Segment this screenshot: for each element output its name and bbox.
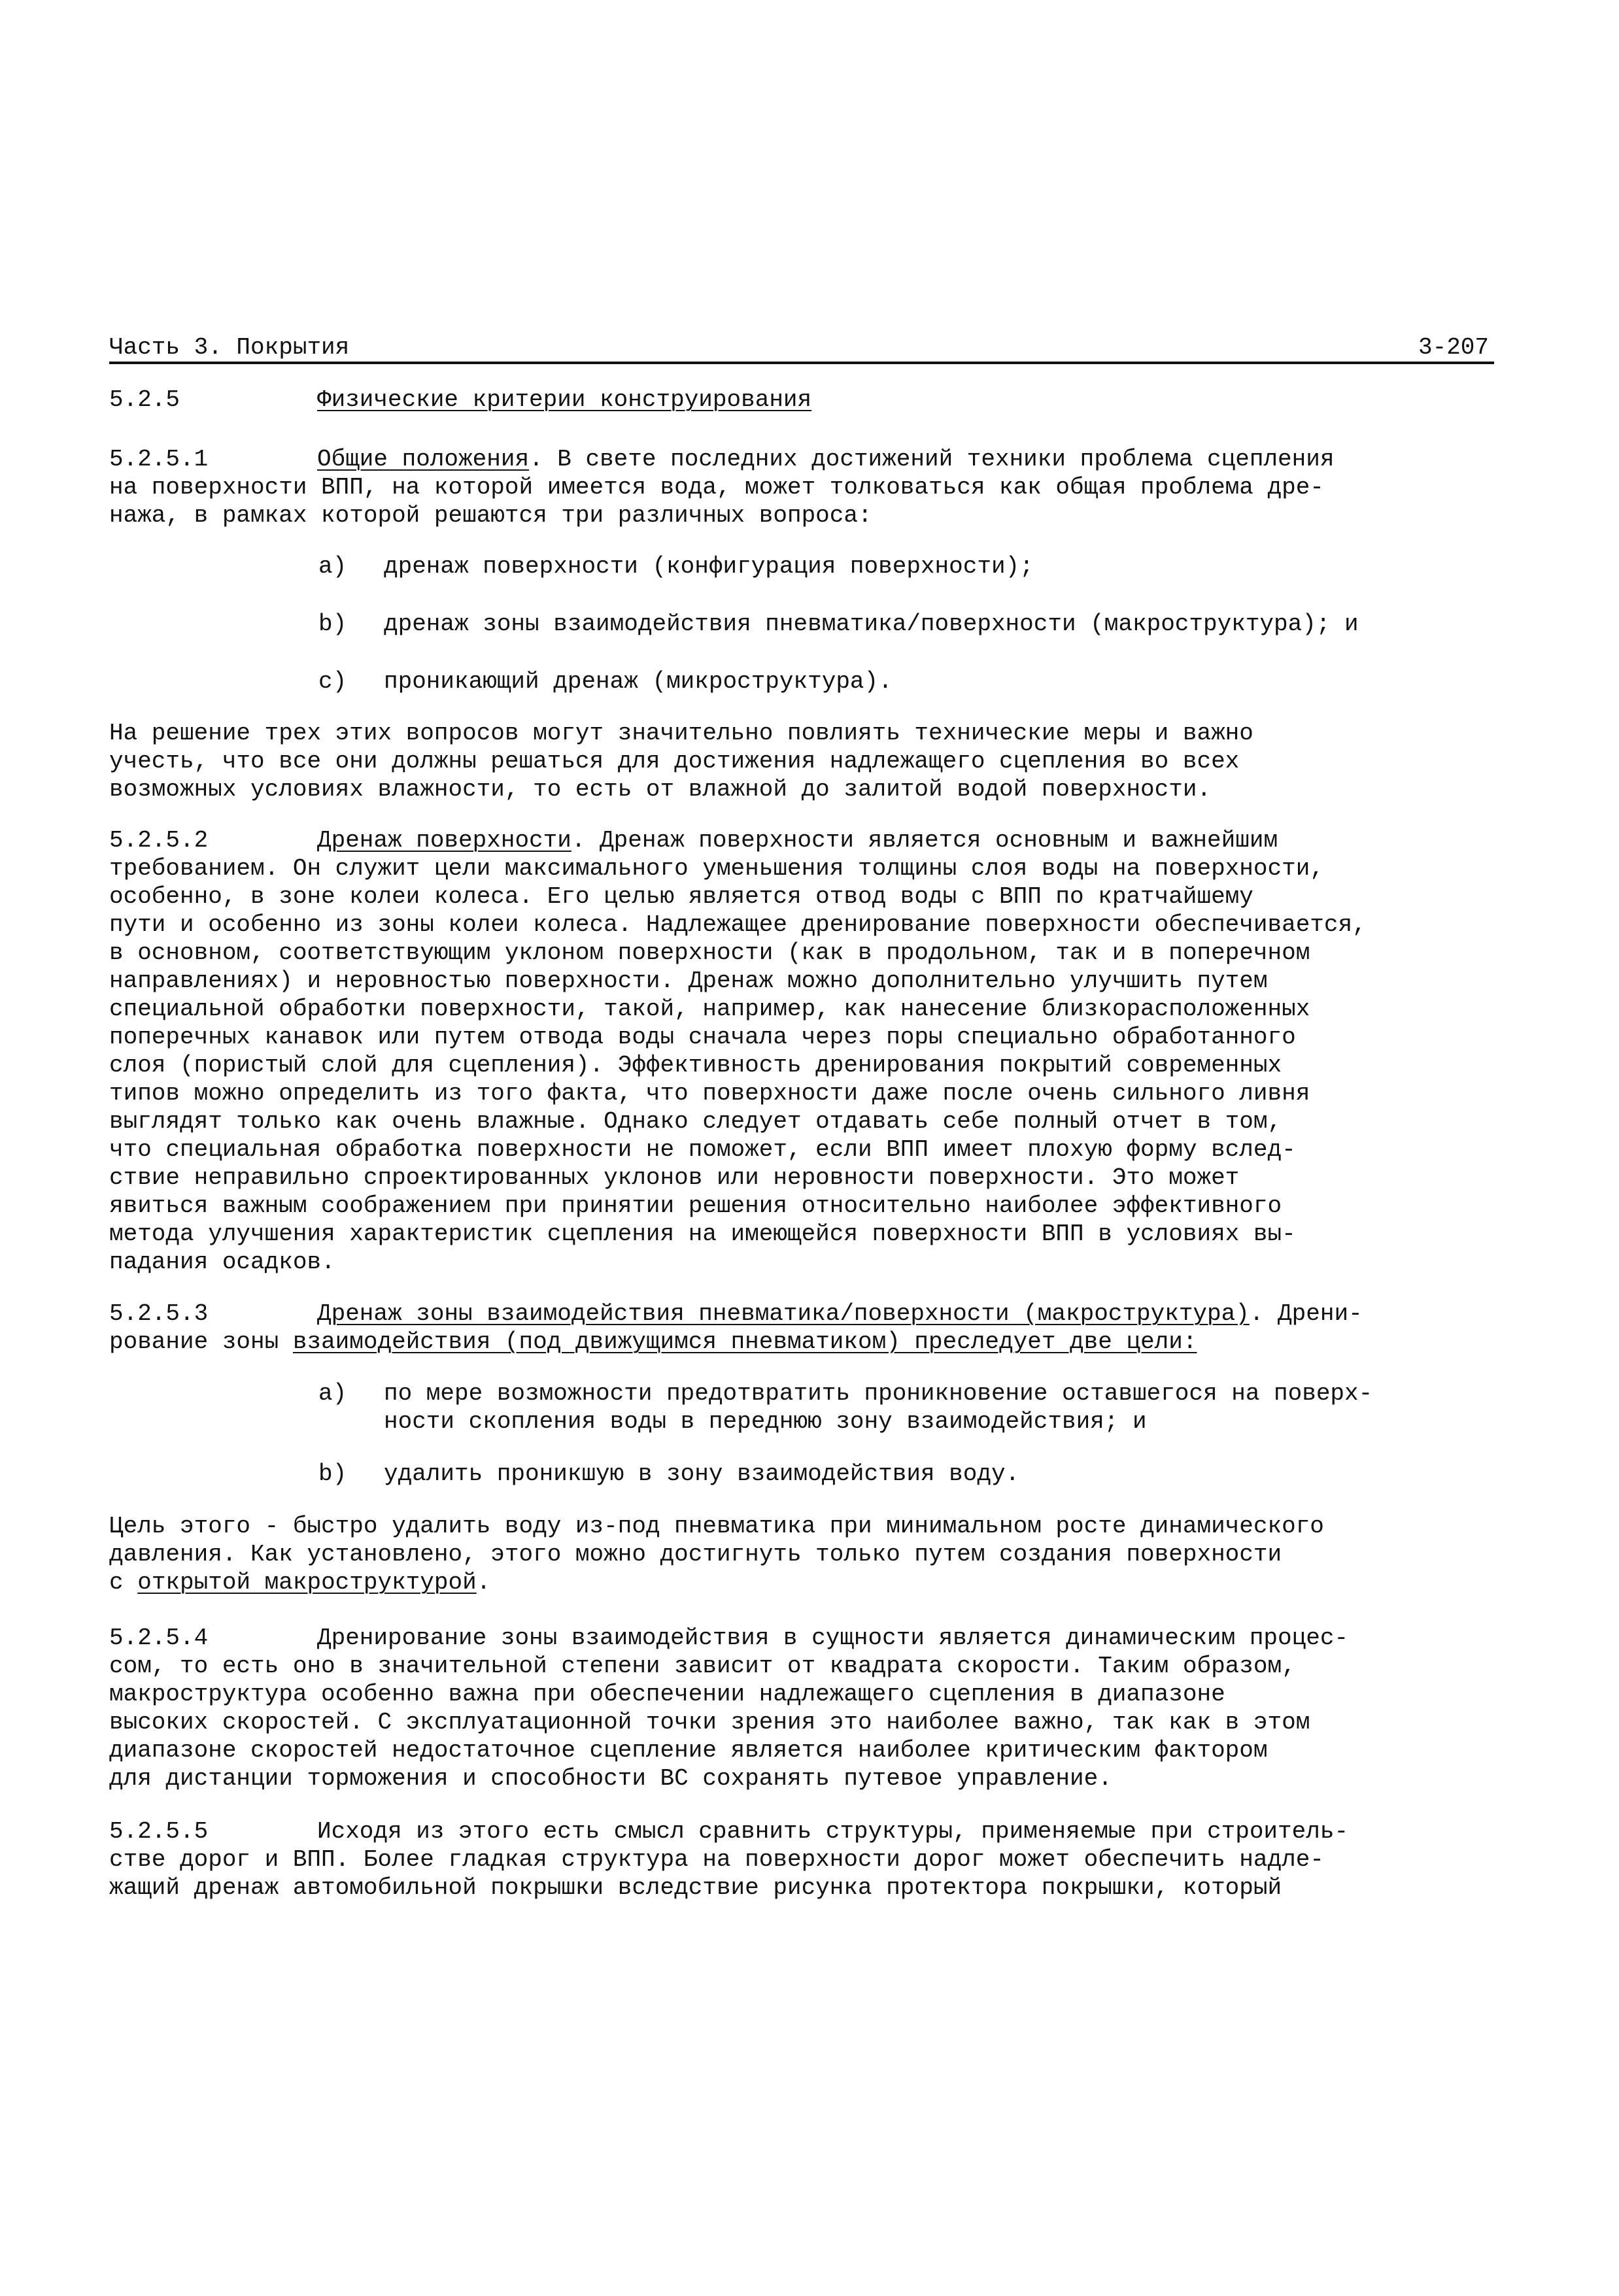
- paragraph-line: на поверхности ВПП, на которой имеется вода, может толковаться как общая проблема дре-: [109, 474, 1324, 501]
- paragraph-5-2-5-4-line-1: 5.2.5.4 Дренирование зоны взаимодействия в сущности является динамическим процес-: [109, 1625, 1349, 1651]
- list-item-continuation: ности скопления воды в переднюю зону взаимодействия; и: [384, 1408, 1147, 1435]
- paragraph-line: сом, то есть оно в значительной степени зависит от квадрата скорости. Таким образом,: [109, 1653, 1296, 1680]
- paragraph-line: учесть, что все они должны решаться для достижения надлежащего сцепления во всех: [109, 748, 1240, 775]
- paragraph-line: требованием. Он служит цели максимального уменьшения толщины слоя воды на поверхности,: [109, 855, 1324, 882]
- paragraph-number: 5.2.5.5: [109, 1818, 209, 1845]
- paragraph-line: типов можно определить из того факта, что поверхности даже после очень сильного ливня: [109, 1080, 1310, 1107]
- list-marker: b): [318, 1460, 347, 1487]
- header-page-number: 3-207: [1418, 334, 1490, 361]
- list-item-b: b) дренаж зоны взаимодействия пневматика/поверхности (макроструктура); и: [318, 611, 1359, 637]
- list-marker: a): [318, 553, 347, 580]
- paragraph-line: нажа, в рамках которой решаются три различных вопроса:: [109, 502, 872, 529]
- paragraph-line: особенно, в зоне колеи колеса. Его целью является отвод воды с ВПП по кратчайшему: [109, 883, 1253, 910]
- paragraph-line: Цель этого - быстро удалить воду из-под пневматика при минимальном росте динамического: [109, 1513, 1324, 1540]
- paragraph-line: жащий дренаж автомобильной покрышки вследствие рисунка протектора покрышки, который: [109, 1874, 1282, 1901]
- list-marker: b): [318, 611, 347, 637]
- paragraph-line: На решение трех этих вопросов могут значительно повлиять технические меры и важно: [109, 720, 1253, 747]
- list-item-c: c) проникающий дренаж (микроструктура).: [318, 668, 893, 695]
- header-part-title: Часть 3. Покрытия: [109, 334, 350, 361]
- section-title: Физические критерии конструирования: [317, 386, 812, 413]
- paragraph-line: поперечных канавок или путем отвода воды сначала через поры специально обработанного: [109, 1024, 1296, 1051]
- list-item-b: b) удалить проникшую в зону взаимодействия воду.: [318, 1460, 1020, 1487]
- paragraph-line: метода улучшения характеристик сцепления на имеющейся поверхности ВПП в условиях вы-: [109, 1221, 1296, 1247]
- list-marker: a): [318, 1380, 347, 1407]
- paragraph-number: 5.2.5.1: [109, 446, 209, 473]
- paragraph-line: с открытой макроструктурой.: [109, 1569, 491, 1596]
- paragraph-line: возможных условиях влажности, то есть от влажной до залитой водой поверхности.: [109, 776, 1212, 803]
- paragraph-line: стве дорог и ВПП. Более гладкая структура на поверхности дорог может обеспечить надле-: [109, 1846, 1324, 1873]
- list-item-a: a) по мере возможности предотвратить проникновение оставшегося на поверх-: [318, 1380, 1373, 1407]
- paragraph-line: ствие неправильно спроектированных уклонов или неровности поверхности. Это может: [109, 1164, 1240, 1191]
- paragraph-line: для дистанции торможения и способности ВС сохранять путевое управление.: [109, 1765, 1112, 1792]
- paragraph-line: что специальная обработка поверхности не поможет, если ВПП имеет плохую форму вслед-: [109, 1136, 1296, 1163]
- paragraph-heading: Дренаж зоны взаимодействия пневматика/поверхности (макроструктура): [317, 1300, 1250, 1327]
- paragraph-line: направлениях) и неровностью поверхности. Дренаж можно дополнительно улучшить путем: [109, 968, 1268, 994]
- paragraph-5-2-5-5-line-1: 5.2.5.5 Исходя из этого есть смысл сравнить структуры, применяемые при строитель-: [109, 1818, 1349, 1845]
- section-heading: [109, 386, 1548, 414]
- paragraph-line: явиться важным соображением при принятии решения относительно наиболее эффективного: [109, 1192, 1282, 1219]
- paragraph-number: 5.2.5.2: [109, 827, 209, 854]
- paragraph-5-2-5-3-line-1: 5.2.5.3 Дренаж зоны взаимодействия пневматика/поверхности (макроструктура). Дрени-: [109, 1300, 1363, 1327]
- list-marker: c): [318, 668, 347, 695]
- paragraph-line: давления. Как установлено, этого можно достигнуть только путем создания поверхности: [109, 1541, 1282, 1568]
- header-rule: [109, 362, 1494, 364]
- section-number: 5.2.5: [109, 386, 180, 413]
- paragraph-line: выглядят только как очень влажные. Однако следует отдавать себе полный отчет в том,: [109, 1108, 1282, 1135]
- paragraph-line: диапазоне скоростей недостаточное сцепление является наиболее критическим фактором: [109, 1737, 1268, 1764]
- paragraph-5-2-5-2-line-1: 5.2.5.2 Дренаж поверхности. Дренаж поверхности является основным и важнейшим: [109, 827, 1278, 854]
- list-item-a: a) дренаж поверхности (конфигурация поверхности);: [318, 553, 1034, 580]
- paragraph-line: макроструктура особенно важна при обеспечении надлежащего сцепления в диапазоне: [109, 1681, 1225, 1708]
- paragraph-heading: Дренаж поверхности: [317, 827, 571, 854]
- paragraph-line: падания осадков.: [109, 1249, 335, 1275]
- paragraph-number: 5.2.5.4: [109, 1625, 209, 1651]
- paragraph-line: слоя (пористый слой для сцепления). Эффективность дренирования покрытий современных: [109, 1052, 1282, 1079]
- paragraph-line: в основном, соответствующим уклоном поверхности (как в продольном, так и в поперечном: [109, 939, 1310, 966]
- paragraph-number: 5.2.5.3: [109, 1300, 209, 1327]
- paragraph-line: высоких скоростей. С эксплуатационной точки зрения это наиболее важно, так как в этом: [109, 1709, 1310, 1736]
- paragraph-line: рование зоны взаимодействия (под движущимся пневматиком) преследует две цели:: [109, 1328, 1197, 1355]
- paragraph-line: пути и особенно из зоны колеи колеса. Надлежащее дренирование поверхности обеспечивается,: [109, 911, 1367, 938]
- paragraph-line: специальной обработки поверхности, такой, например, как нанесение близкорасположенных: [109, 996, 1310, 1022]
- paragraph-5-2-5-1-line-1: 5.2.5.1 Общие положения. В свете последних достижений техники проблема сцепления: [109, 446, 1335, 473]
- paragraph-heading: Общие положения: [317, 446, 530, 473]
